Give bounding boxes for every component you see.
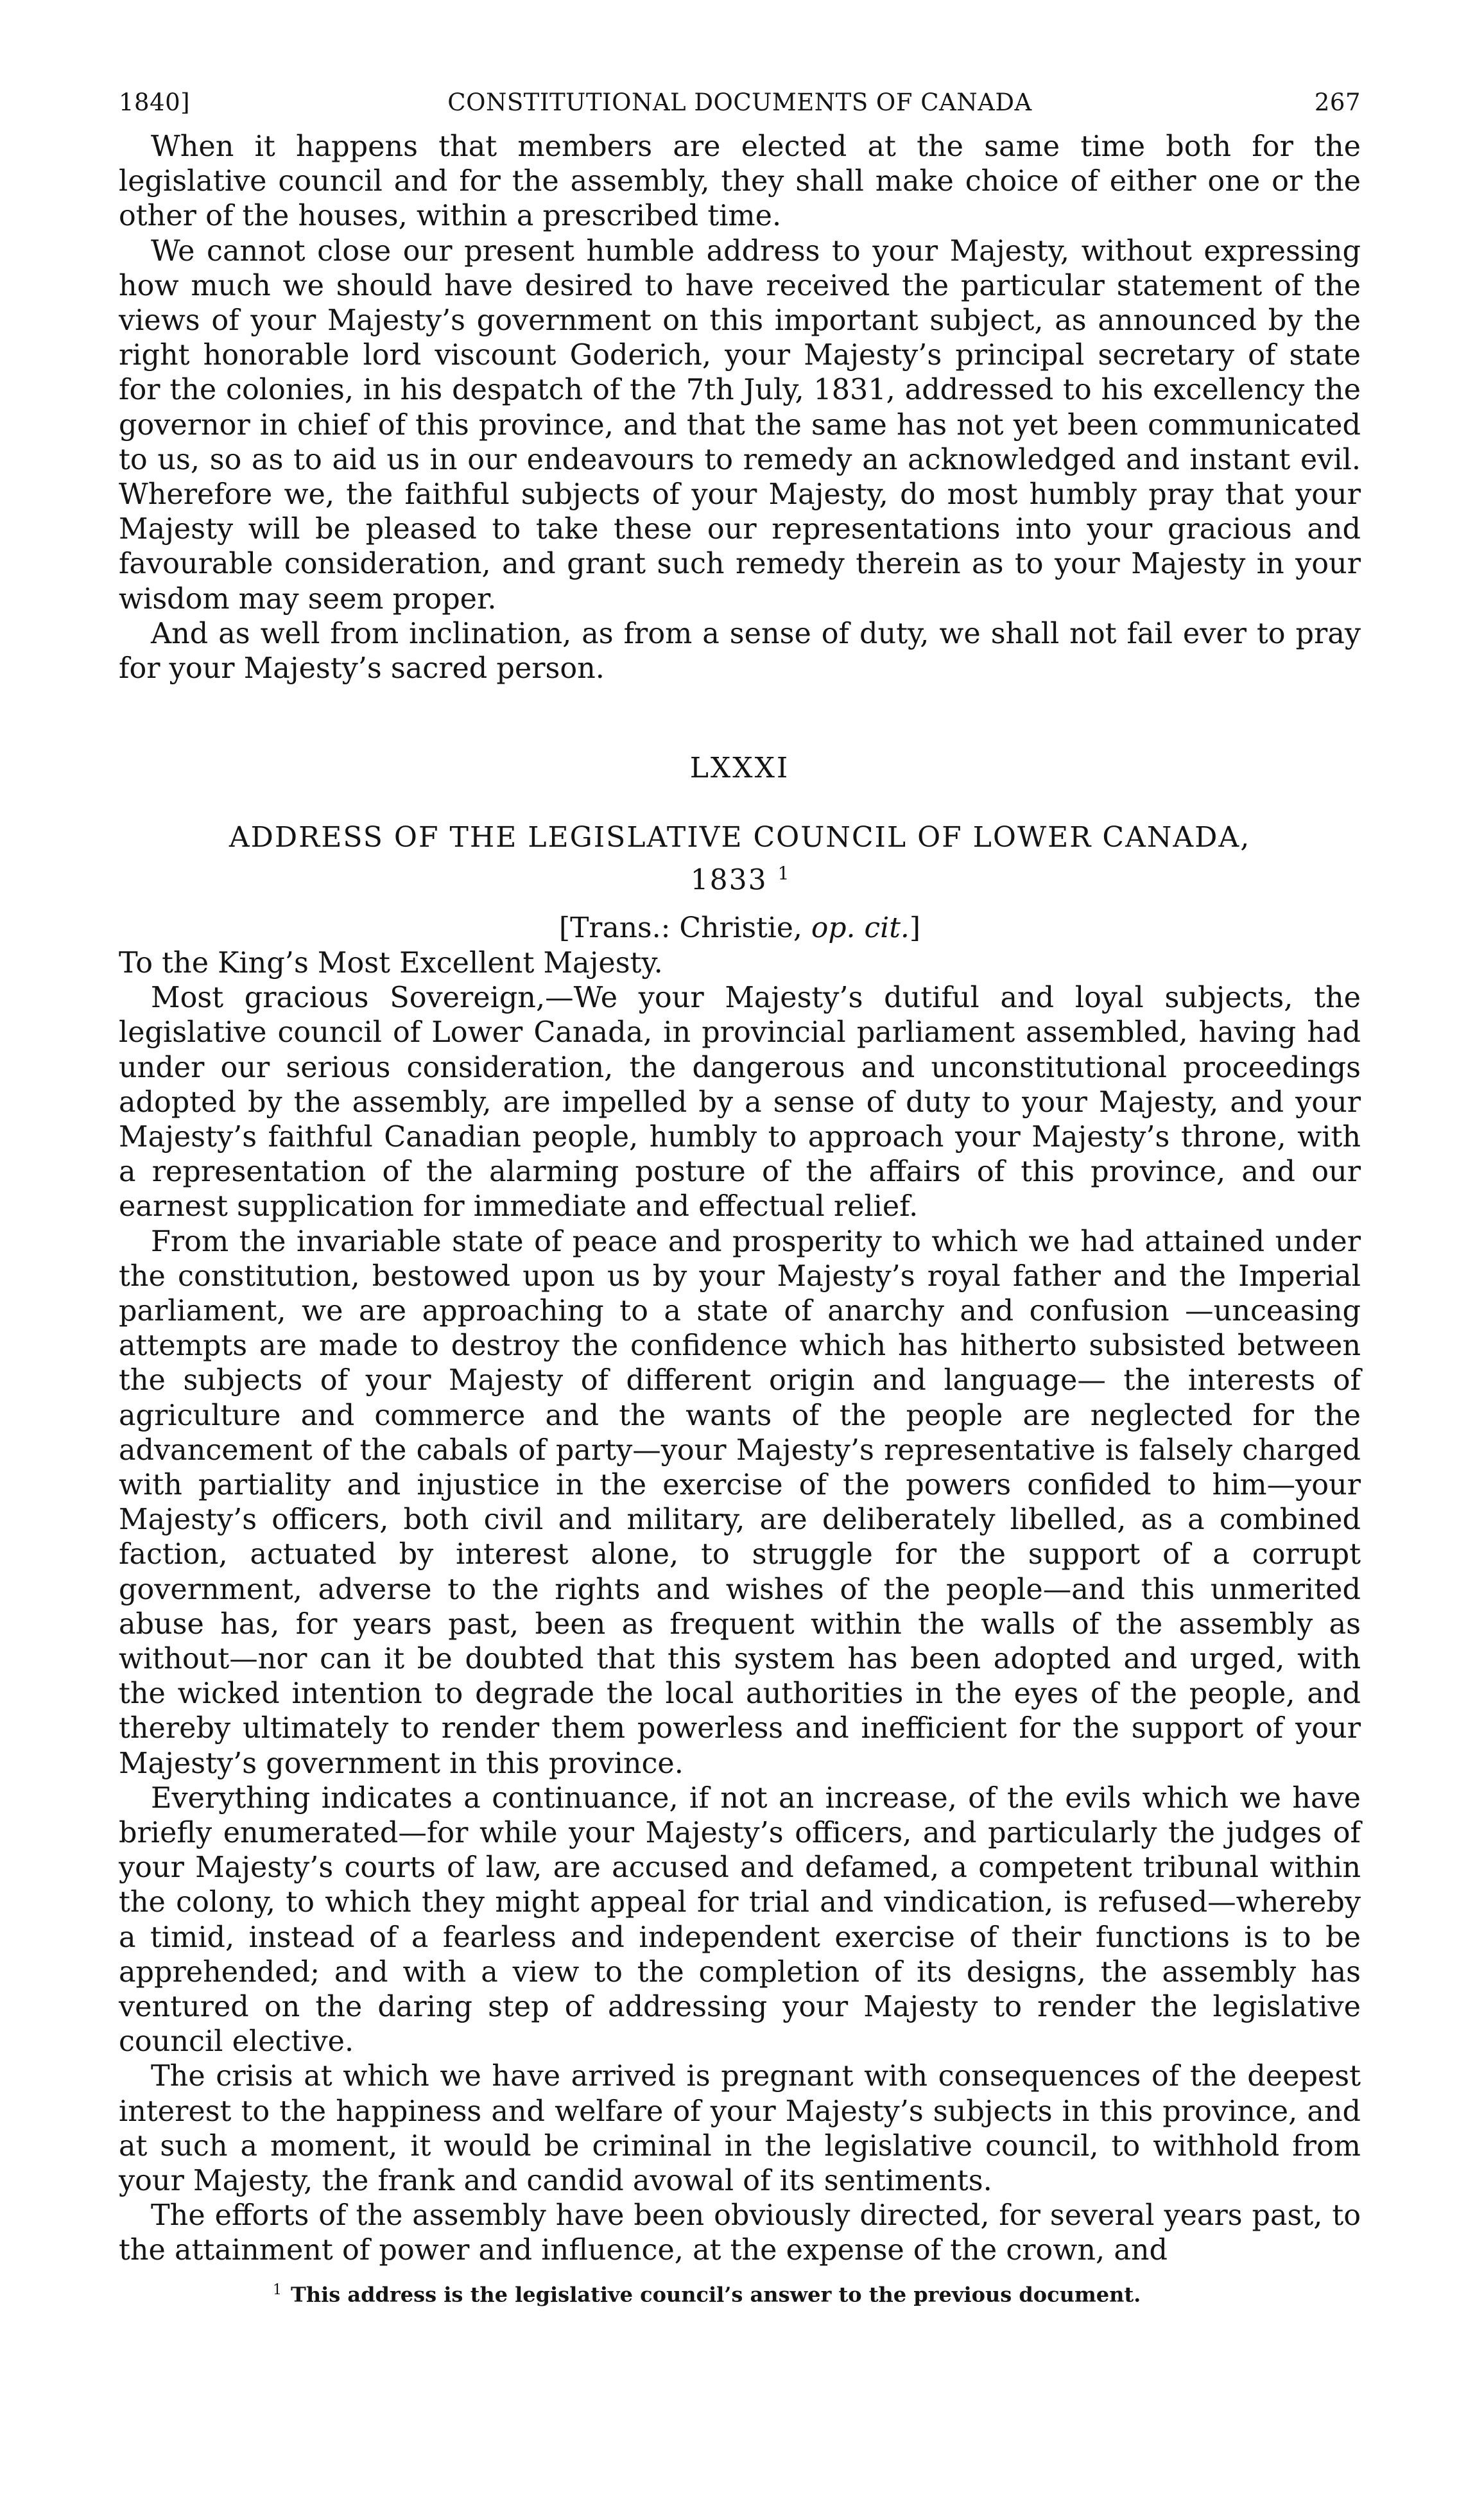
running-head-title: CONSTITUTIONAL DOCUMENTS OF CANADA [447,89,1032,116]
page-number: 267 [1314,89,1361,116]
footnote-reference: 1 [777,863,789,885]
source-suffix: ] [909,911,921,944]
paragraph: Most gracious Sovereign,—We your Majesty’s dutiful and loyal subjects, the legislative council of Lower Canada, in provincial parliament assembled, having had under our serious consideration, the dangerous and unconstitutional proceedings adopted by the assembly, are impelled by a sense of duty to your Majesty, and your Majesty’s faithful Canadian people, humbly to approach your Majesty’s throne, with a representation of the alarming posture of the affairs of this province, and our earnest supplication for immediate and effectual relief. [119,982,1361,1224]
continued-text [119,130,1361,686]
address-line: To the King’s Most Excellent Majesty. [119,946,663,980]
section-title [119,820,1361,899]
paragraph: Everything indicates a continuance, if not an increase, of the evils which we have briefly enumerated—for while your Majesty’s officers, and particularly the judges of your Majesty’s courts of law, are accused and defamed, a competent tribunal within the colony, to which they might appeal for trial and vindication, is refused—whereby a timid, instead of a fearless and independent exercise of their functions is to be apprehended; and with a view to the completion of its designs, the assembly has ventured on the daring step of addressing your Majesty to render the legislative council elective. [119,1781,1361,2059]
paragraph: We cannot close our present humble address to your Majesty, without expressing how much we should have desired to have received the particular statement of the views of your Majesty’s government on this important subject, as announced by the right honorable lord viscount Goderich, your Majesty’s principal secretary of state for the colonies, in his despatch of the 7th July, 1831, addressed to his excellency the governor in chief of this province, and that the same has not yet been communicated to us, so as to aid us in our endeavours to remedy an acknowledged and instant evil. Wherefore we, the faithful subjects of your Majesty, do most humbly pray that your Majesty will be pleased to take these our representations into your gracious and favourable consideration, and grant such remedy therein as to your Majesty in your wisdom may seem proper. [119,234,1361,616]
footnote [119,2278,1361,2308]
source-italic: op. cit. [811,911,910,944]
section-title-text: ADDRESS OF THE LEGISLATIVE COUNCIL OF LOWER CANADA, 1833 [229,821,1251,897]
paragraph: From the invariable state of peace and prosperity to which we had attained under the constitution, bestowed upon us by your Majesty’s royal father and the Imperial parliament, we are approaching to a state of anarchy and confusion —unceasing attempts are made to destroy the confidence which has hitherto subsisted between the subjects of your Majesty of different origin and language— the interests of agriculture and commerce and the wants of the people are neglected for the advancement of the cabals of party—your Majesty’s representative is falsely charged with partiality and injustice in the exercise of the powers confided to him—your Majesty’s officers, both civil and military, are deliberately libelled, as a combined faction, actuated by interest alone, to struggle for the support of a corrupt government, adverse to the rights and wishes of the people—and this unmerited abuse has, for years past, been as frequent within the walls of the assembly as without—nor can it be doubted that this system has been adopted and urged, with the wicked intention to degrade the local authorities in the eyes of the people, and thereby ultimately to render them powerless and inefficient for the support of your Majesty’s government in this province. [119,1225,1361,1780]
section-number: LXXXI [689,752,790,785]
source-note [119,910,1361,946]
running-head [119,89,1361,130]
running-head-year: 1840] [119,89,191,116]
book-page [119,89,1361,2307]
source-prefix: [Trans.: Christie, [558,911,811,944]
paragraph: The crisis at which we have arrived is pregnant with consequences of the deepest interest to the happiness and welfare of your Majesty’s subjects in this province, and at such a moment, it would be criminal in the legislative council, to withhold from your Majesty, the frank and candid avowal of its sentiments. [119,2060,1361,2198]
footnote-marker: 1 [273,2281,282,2298]
paragraph: And as well from inclination, as from a sense of duty, we shall not fail ever to pray for your Majesty’s sacred person. [119,617,1361,686]
footnote-text: This address is the legislative council’s answer to the previous document. [291,2282,1141,2307]
paragraph: When it happens that members are elected at the same time both for the legislative council and for the assembly, they shall make choice of either one or the other of the houses, within a prescribed time. [119,130,1361,233]
address-text [119,946,1361,2269]
paragraph: The efforts of the assembly have been obviously directed, for several years past, to the attainment of power and influence, at the expense of the crown, and [119,2199,1361,2267]
